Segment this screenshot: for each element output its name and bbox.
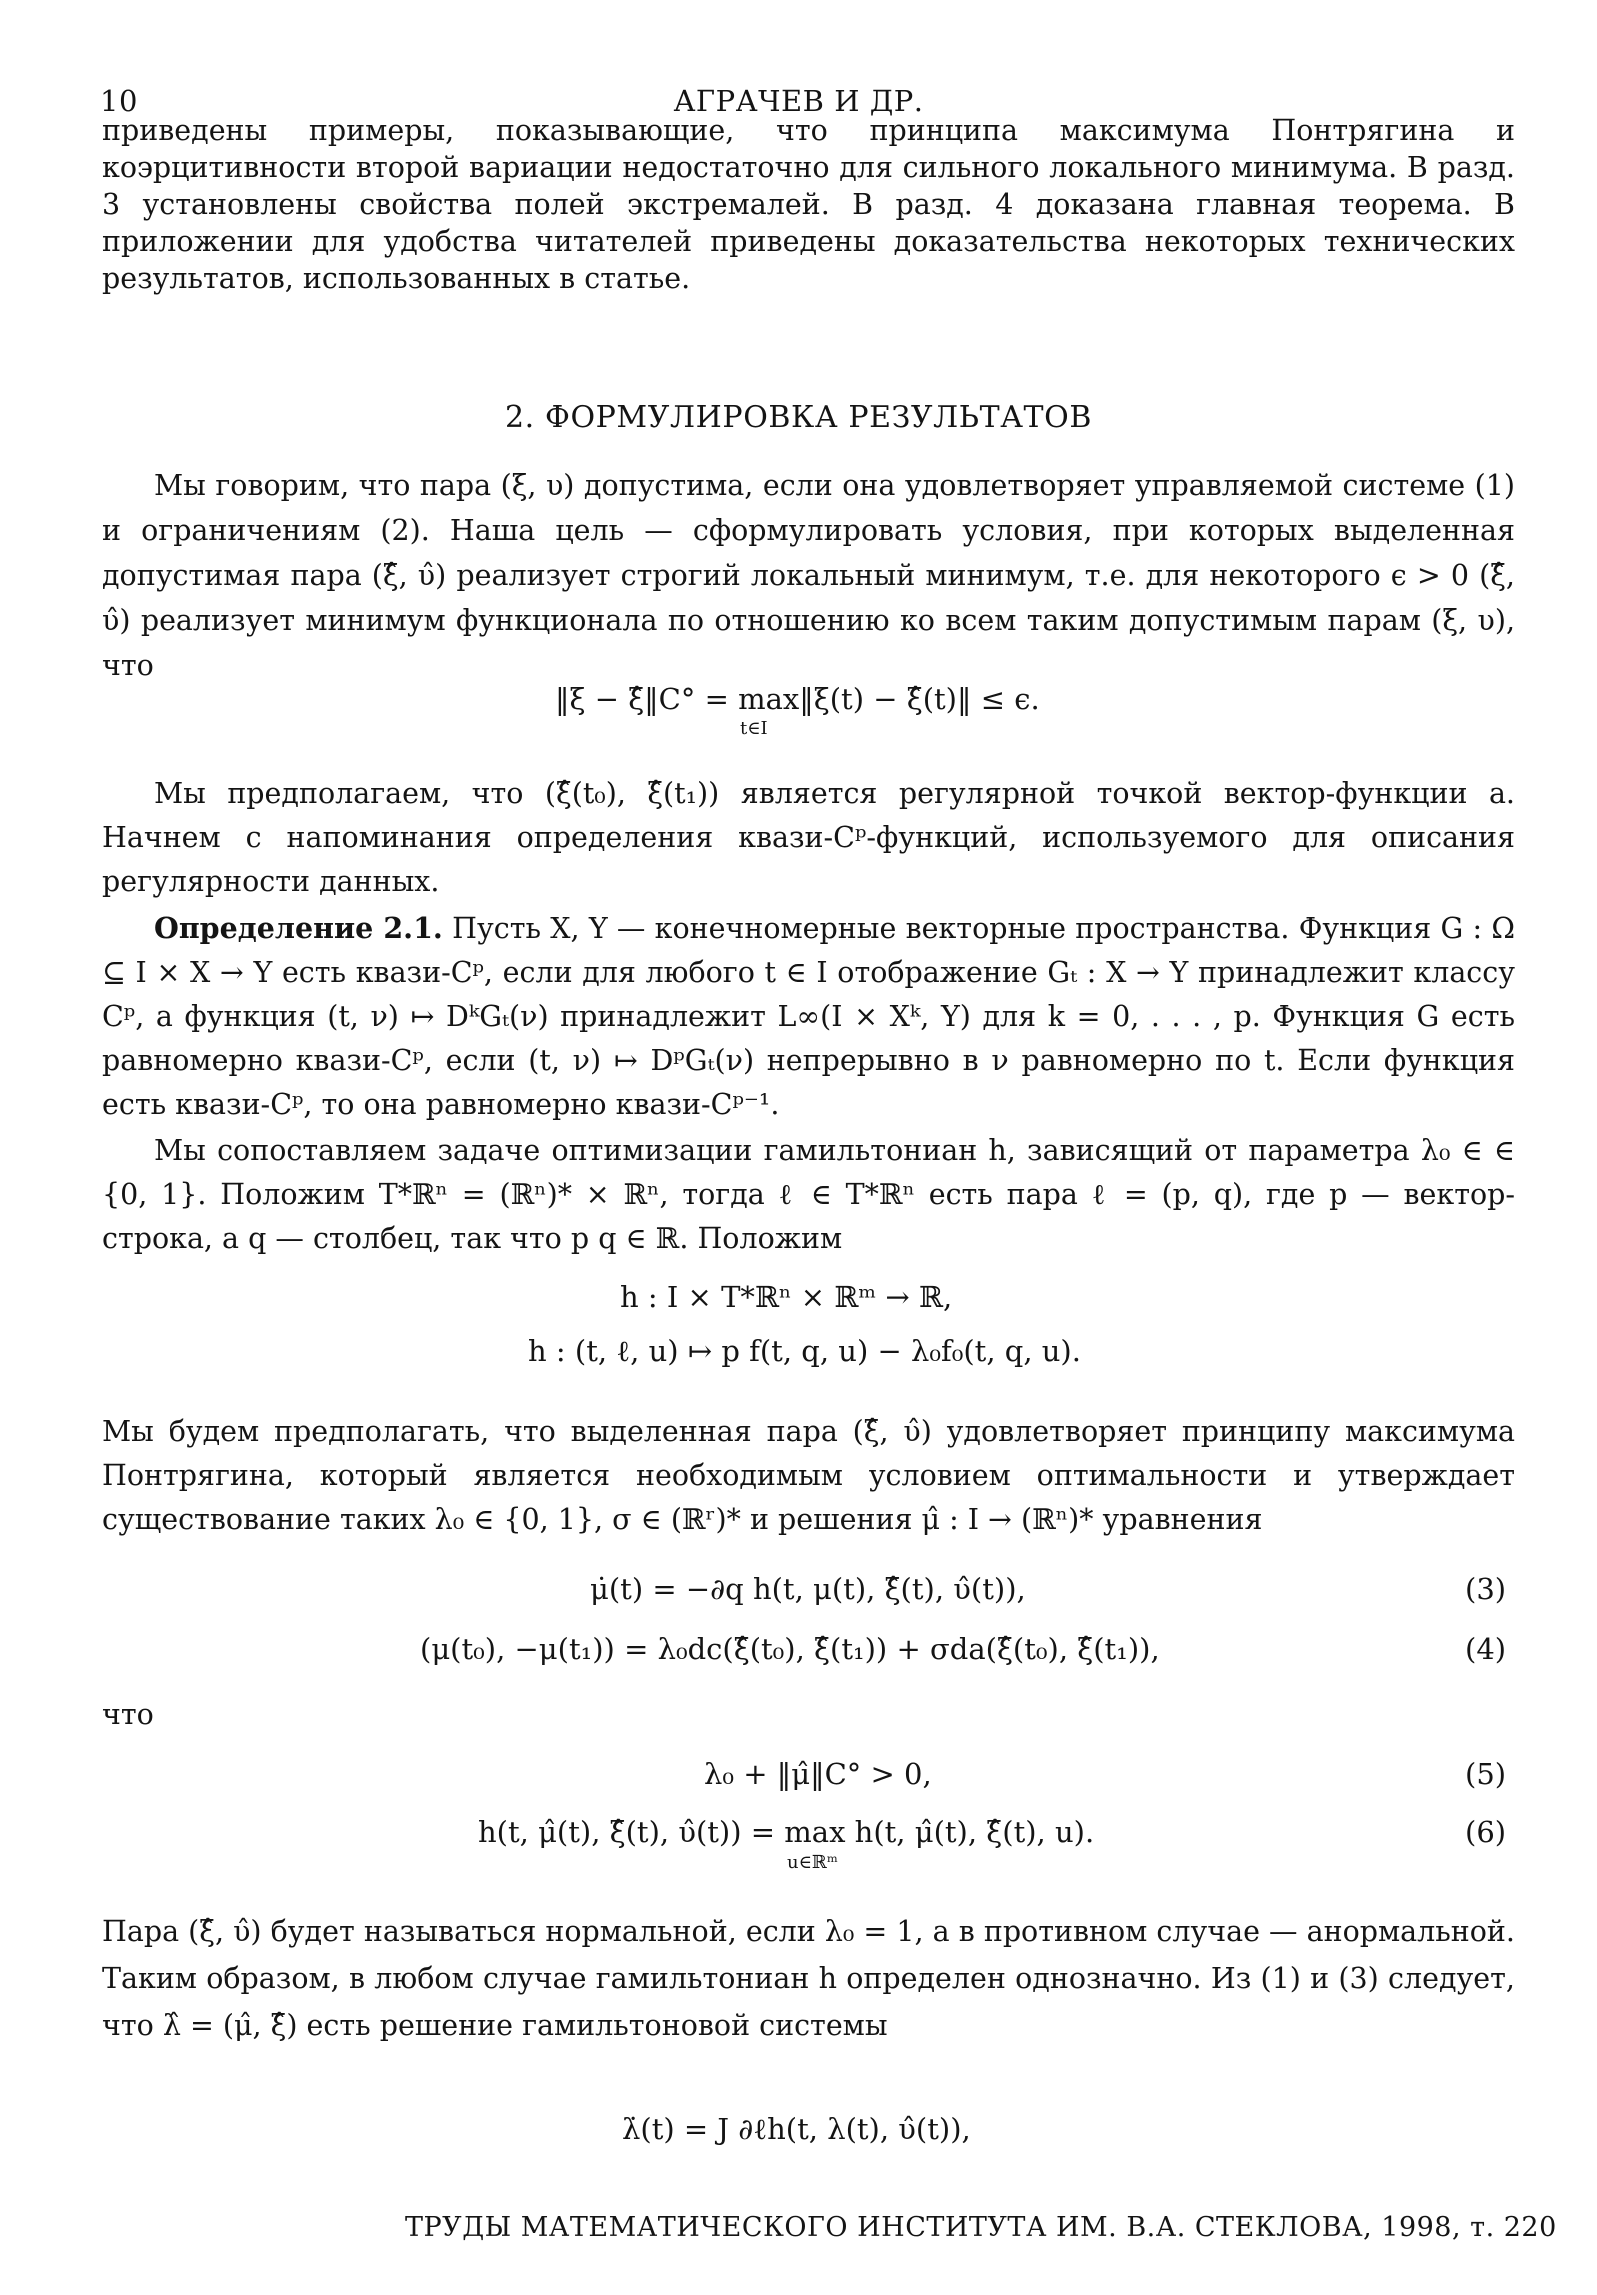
equation-h-domain: h : I × T*ℝⁿ × ℝᵐ → ℝ, [620,1280,953,1314]
equation-6-subscript: u∈ℝᵐ [787,1852,838,1873]
equation-4: (μ(t₀), −μ(t₁)) = λ₀dc(ξ̂(t₀), ξ̂(t₁)) + σda(ξ̂(t₀), ξ̂(t₁)), [420,1632,1160,1666]
section-heading: 2. ФОРМУЛИРОВКА РЕЗУЛЬТАТОВ [504,400,1093,435]
definition-label: Определение 2.1. [154,911,443,945]
equation-6-number: (6) [1465,1815,1507,1849]
page-number: 10 [100,84,138,118]
equation-3: μ̇(t) = −∂q h(t, μ(t), ξ̂(t), υ̂(t)), [590,1572,1026,1606]
paragraph-maximum-principle: Мы будем предполагать, что выделенная пара (ξ̂, υ̂) удовлетворяет принципу максимума Понтрягина, который является необходимым условием оптимальности и утверждает существование таких λ₀ ∈ {0, 1}, σ ∈ (ℝʳ)* и решения μ̂ : I → (ℝⁿ)* уравнения [102,1415,1515,1536]
equation-4-number: (4) [1465,1632,1507,1666]
journal-footer: ТРУДЫ МАТЕМАТИЧЕСКОГО ИНСТИТУТА ИМ. В.А. СТЕКЛОВА, 1998, т. 220 [405,2212,1557,2243]
equation-5-number: (5) [1465,1757,1507,1791]
definition-text: Пусть X, Y — конечномерные векторные пространства. Функция G : Ω ⊆ I × X → Y есть квази-Cᵖ, если для любого t ∈ I отображение Gₜ : X → Y принадлежит классу Cᵖ, а функция (t, ν) ↦ DᵏGₜ(ν) принадлежит L∞(I × Xᵏ, Y) для k = 0, . . . , p. Функция G есть равномерно квази-Cᵖ, если (t, ν) ↦ DᵖGₜ(ν) непрерывно в ν равномерно по t. Если функция есть квази-Cᵖ, то она равномерно квази-Cᵖ⁻¹. [102,912,1515,1121]
equation-norm: ‖ξ − ξ̂‖C° = max‖ξ(t) − ξ̂(t)‖ ≤ ϵ. [555,682,1040,716]
equation-h-definition: h : (t, ℓ, u) ↦ p f(t, q, u) − λ₀f₀(t, q, u). [528,1334,1081,1368]
equation-hamiltonian-system: λ̇(t) = J ∂ℓh(t, λ(t), υ̂(t)), [622,2112,971,2146]
word-that: что [102,1698,154,1731]
paragraph-regular-point: Мы предполагаем, что (ξ̂(t₀), ξ̂(t₁)) является регулярной точкой вектор-функции a. Начнем с напоминания определения квази-Cᵖ-функций, используемого для описания регулярности данных. [102,777,1515,898]
running-title: АГРАЧЕВ И ДР. [673,84,924,118]
paragraph-admissible-pair: Мы говорим, что пара (ξ, υ) допустима, если она удовлетворяет управляемой системе (1) и ограничениям (2). Наша цель — сформулировать условия, при которых выделенная допустимая пара (ξ̂, υ̂) реализует строгий локальный минимум, т.е. для некоторого ϵ > 0 (ξ̂, υ̂) реализует минимум функционала по отношению ко всем таким допустимым парам (ξ, υ), что [102,469,1515,682]
intro-paragraph: приведены примеры, показывающие, что принципа максимума Понтрягина и коэрцитивности второй вариации недостаточно для сильного локального минимума. В разд. 3 установлены свойства полей экстремалей. В разд. 4 доказана главная теорема. В приложении для удобства читателей приведены доказательства некоторых технических результатов, использованных в статье. [102,114,1515,295]
definition-block [102,906,1515,1127]
equation-6: h(t, μ̂(t), ξ̂(t), υ̂(t)) = max h(t, μ̂(t), ξ̂(t), u). [478,1815,1095,1849]
equation-norm-subscript: t∈I [740,718,768,739]
paragraph-normal-pair: Пара (ξ̂, υ̂) будет называться нормальной, если λ₀ = 1, а в противном случае — анормальной. Таким образом, в любом случае гамильтониан h определен однозначно. Из (1) и (3) следует, что λ̂ = (μ̂, ξ̂) есть решение гамильтоновой системы [102,1915,1515,2042]
equation-3-number: (3) [1465,1572,1507,1606]
equation-5: λ₀ + ‖μ̂‖C° > 0, [704,1757,932,1791]
paragraph-hamiltonian: Мы сопоставляем задаче оптимизации гамильтониан h, зависящий от параметра λ₀ ∈ ∈ {0, 1}. Положим T*ℝⁿ = (ℝⁿ)* × ℝⁿ, тогда ℓ ∈ T*ℝⁿ есть пара ℓ = (p, q), где p — вектор-строка, а q — столбец, так что p q ∈ ℝ. Положим [102,1134,1515,1255]
